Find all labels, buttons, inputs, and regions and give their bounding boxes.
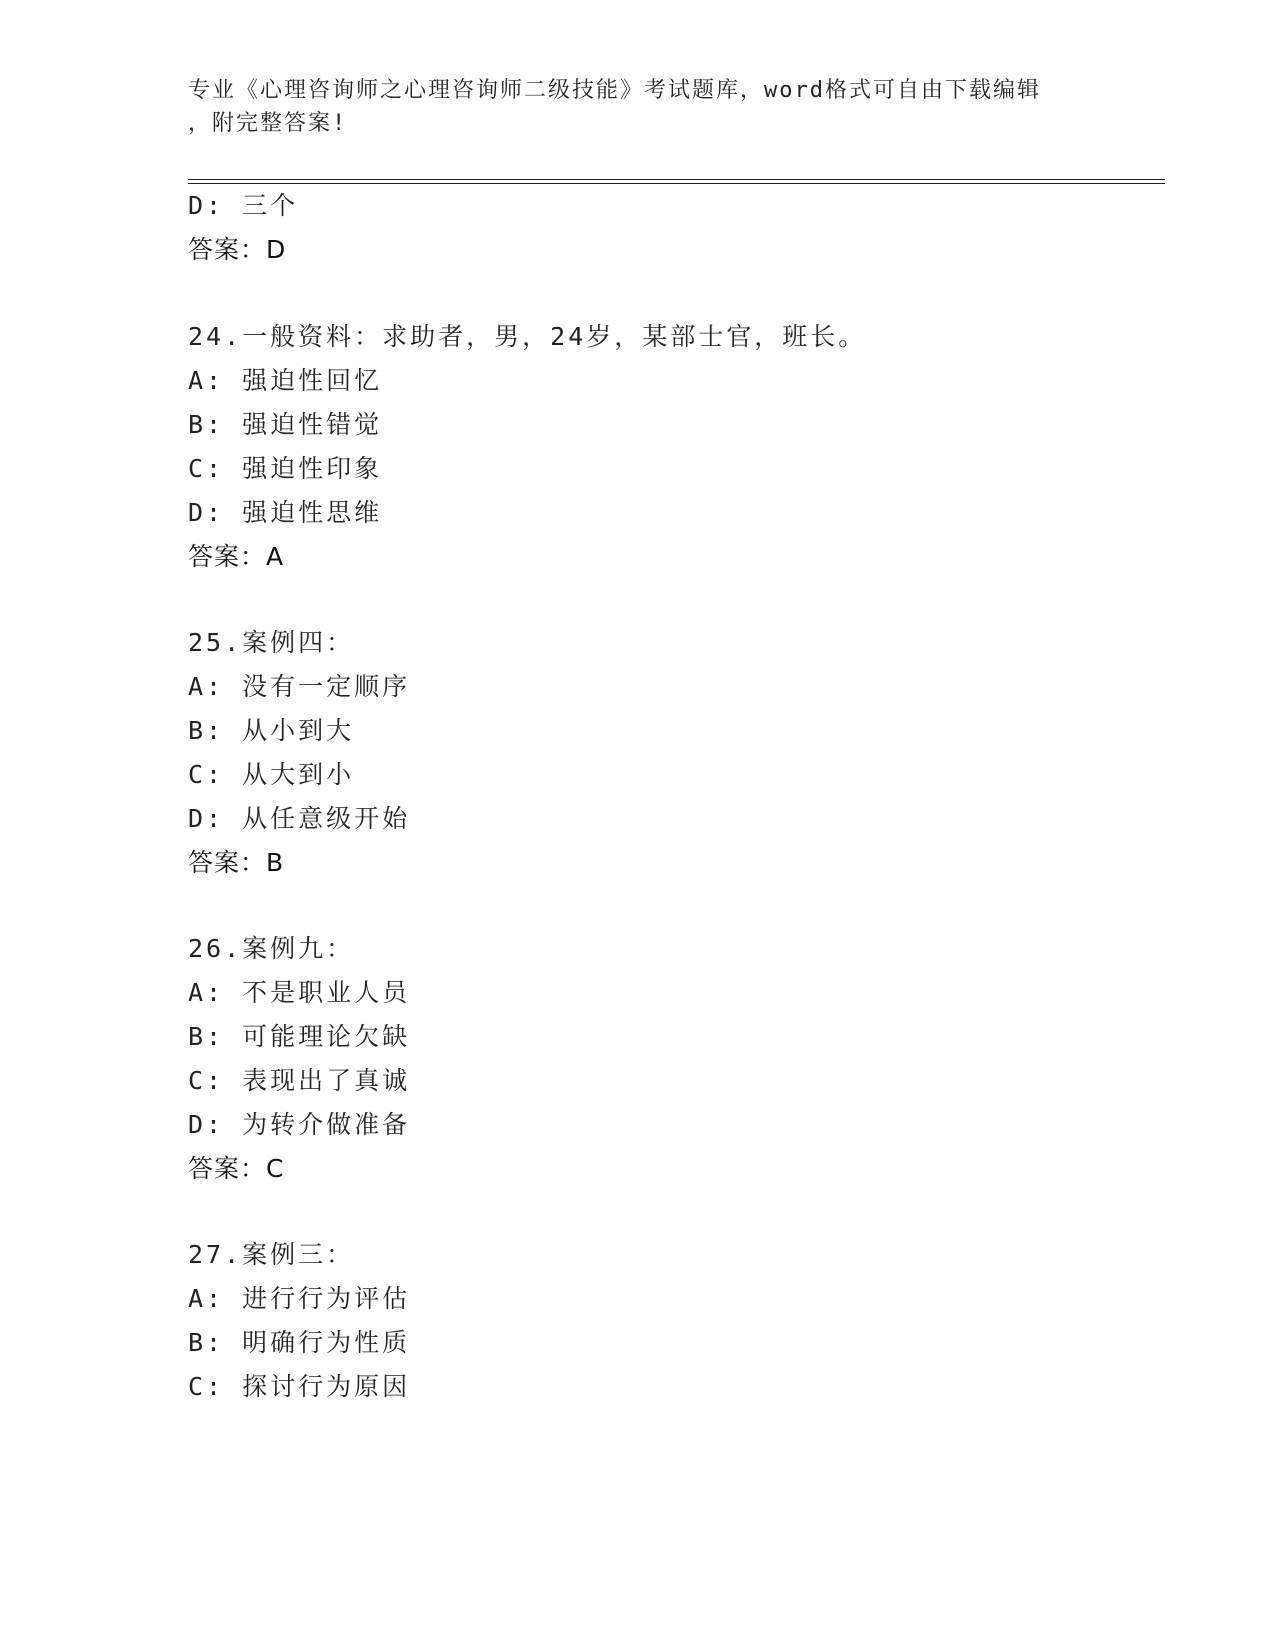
header-rule-top — [188, 179, 1165, 180]
question-option: A: 强迫性回忆 — [188, 366, 383, 395]
question-option: B: 可能理论欠缺 — [188, 1022, 411, 1051]
document-header — [188, 74, 1088, 140]
question-answer: 答案：B — [188, 848, 285, 877]
question-option: A: 进行行为评估 — [188, 1284, 411, 1313]
header-rule-bottom — [188, 183, 1165, 184]
prev-question-answer: 答案：D — [188, 235, 287, 264]
question-option: C: 探讨行为原因 — [188, 1372, 411, 1401]
question-stem: 26.案例九： — [188, 934, 355, 963]
question-option: A: 不是职业人员 — [188, 978, 411, 1007]
question-option: C: 从大到小 — [188, 760, 355, 789]
question-option: B: 明确行为性质 — [188, 1328, 411, 1357]
question-option: B: 从小到大 — [188, 716, 355, 745]
question-option: B: 强迫性错觉 — [188, 410, 383, 439]
prev-question-option-d: D: 三个 — [188, 191, 299, 220]
question-option: D: 为转介做准备 — [188, 1110, 411, 1139]
question-option: D: 从任意级开始 — [188, 804, 411, 833]
question-option: A: 没有一定顺序 — [188, 672, 411, 701]
question-answer: 答案：C — [188, 1154, 285, 1183]
question-stem: 27.案例三： — [188, 1240, 355, 1269]
question-option: C: 强迫性印象 — [188, 454, 383, 483]
question-option: D: 强迫性思维 — [188, 498, 383, 527]
question-stem: 24.一般资料：求助者，男，24岁，某部士官，班长。 — [188, 322, 867, 351]
header-title-line: 专业《心理咨询师之心理咨询师二级技能》考试题库，word格式可自由下载编辑 — [188, 78, 1041, 103]
question-option: C: 表现出了真诚 — [188, 1066, 411, 1095]
question-answer: 答案：A — [188, 542, 285, 571]
question-stem: 25.案例四： — [188, 628, 355, 657]
header-title-continuation: ，附完整答案! — [188, 111, 348, 136]
